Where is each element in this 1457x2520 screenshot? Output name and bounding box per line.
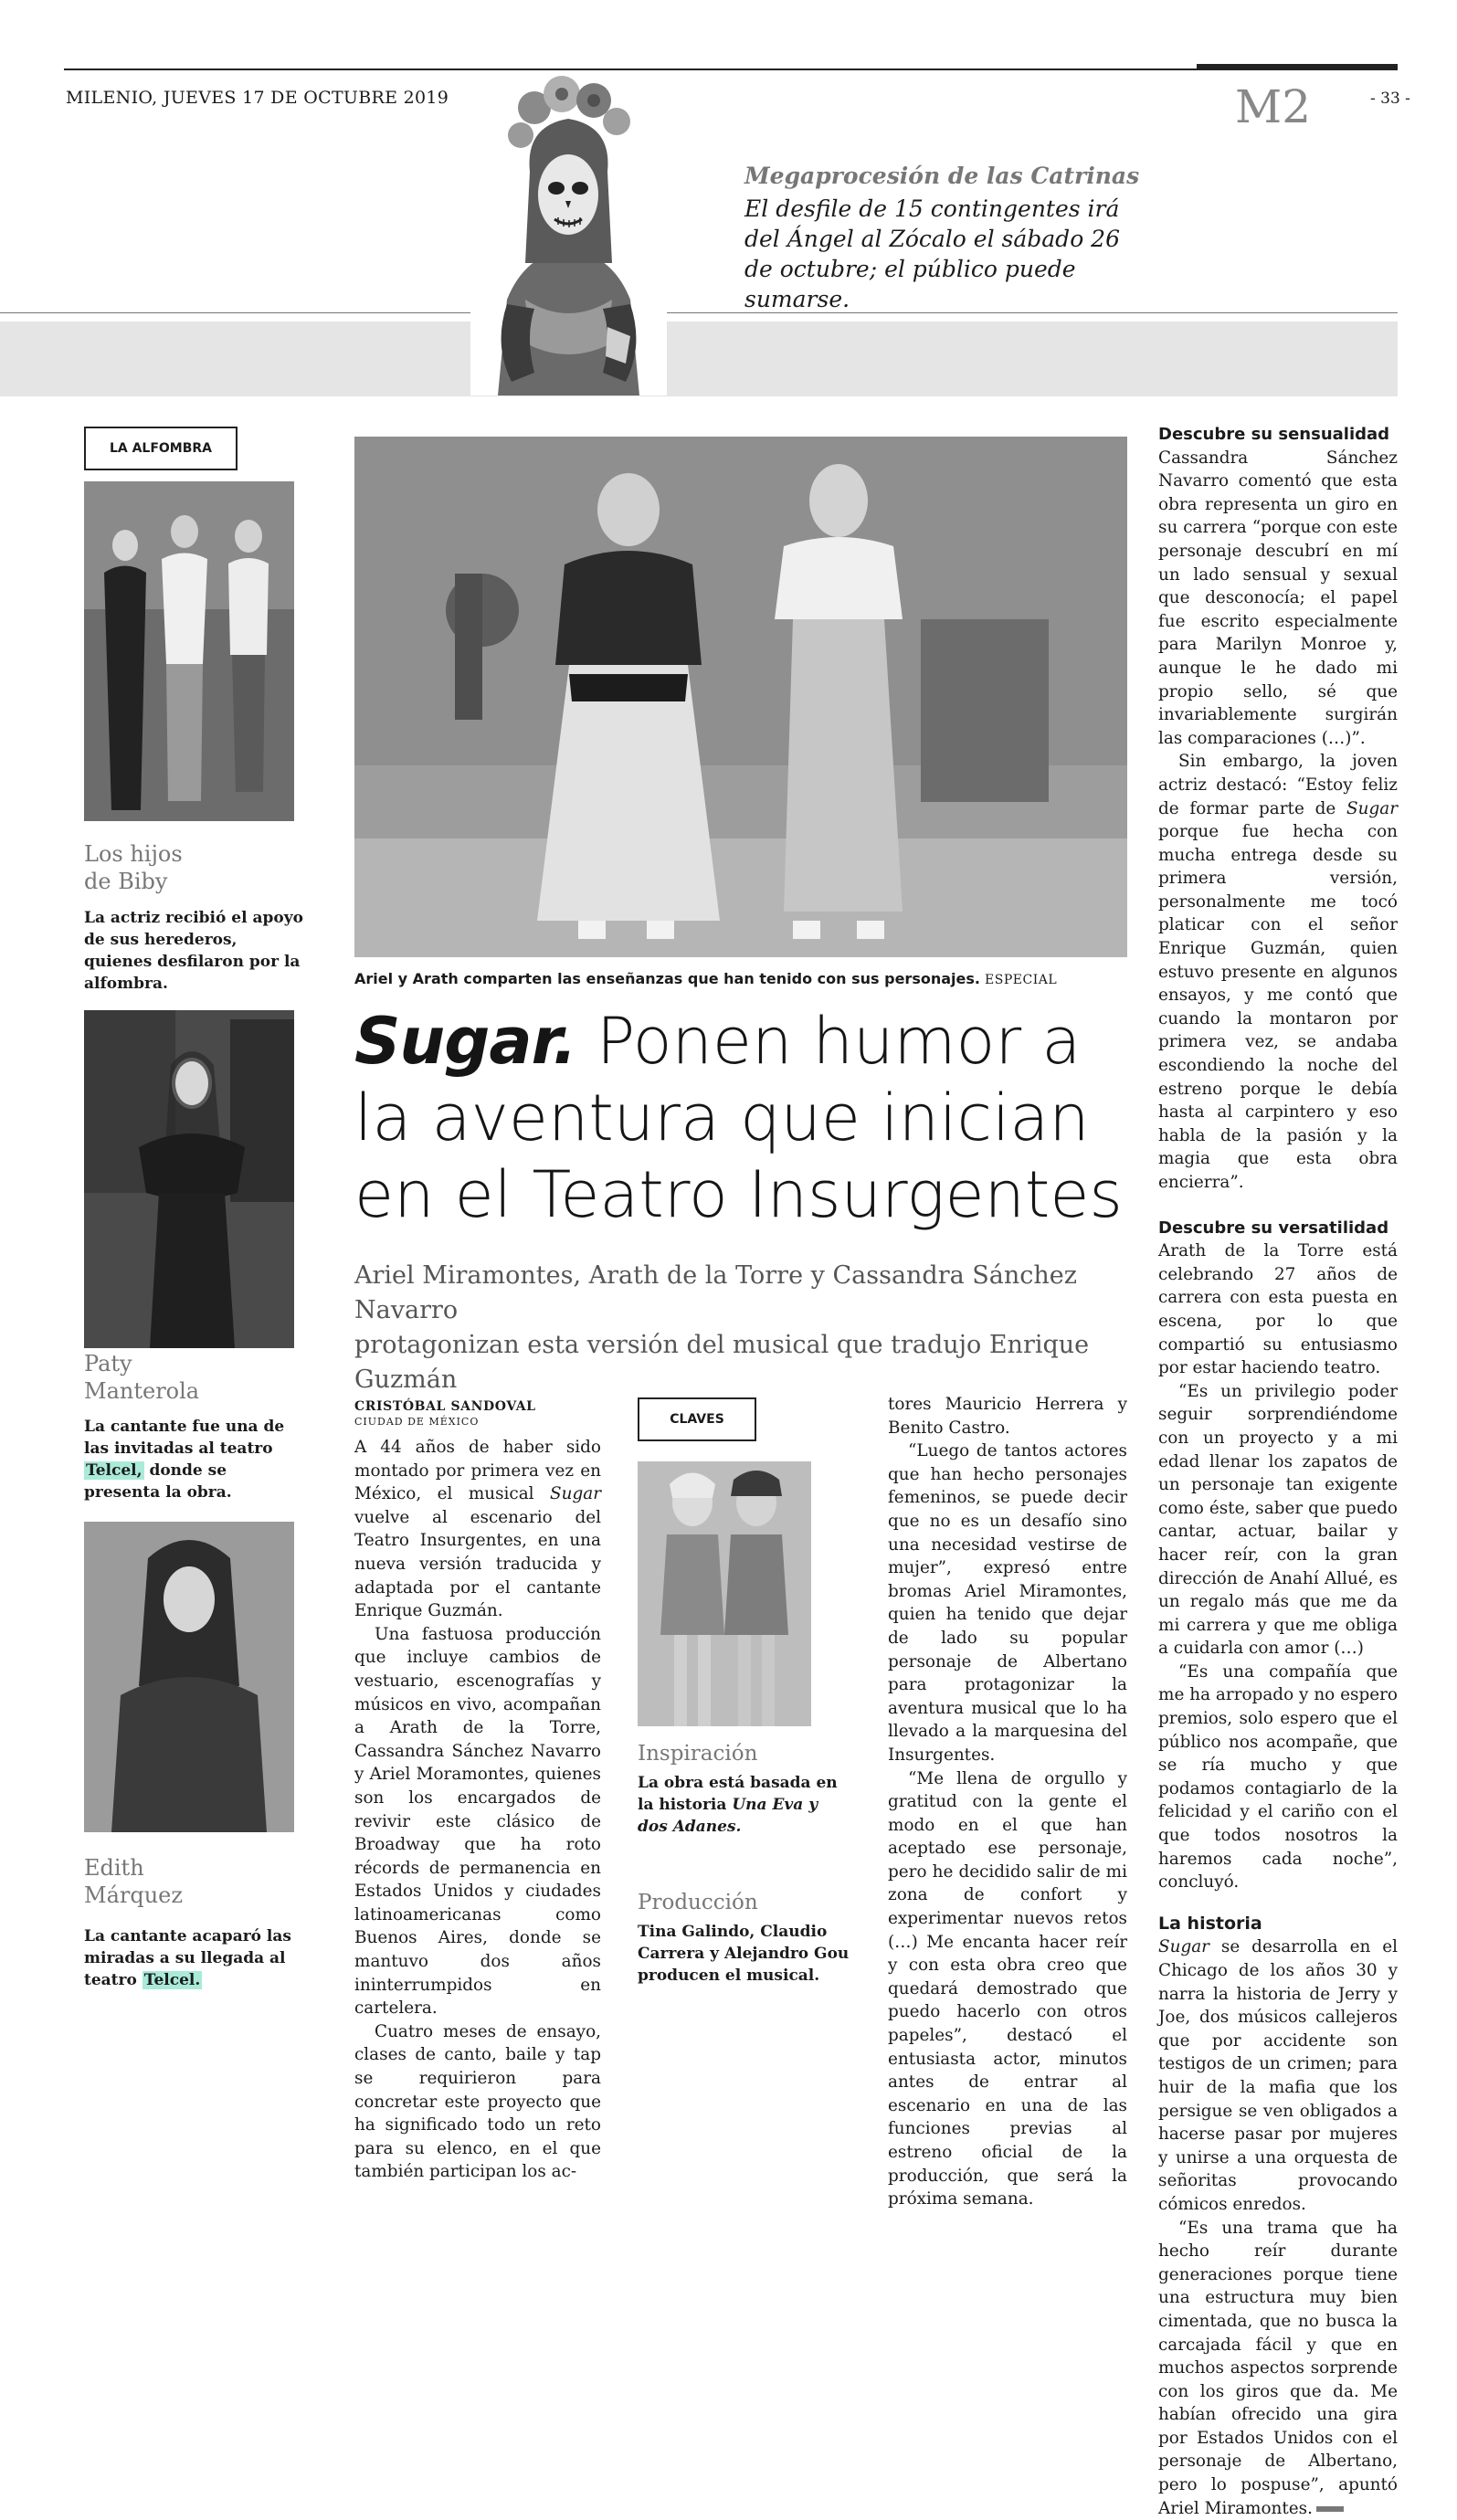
photo-edith-marquez[interactable] [84, 1522, 294, 1832]
end-mark [1316, 2506, 1344, 2512]
paragraph: “Es un privilegio poder seguir sorprendiéndome con un proyecto y a mi edad llenar los zapatos de un personaje tan exigente como éste, saber que puedo cantar, actuar, bailar y hacer reír, con la gran dirección de Anahí Allué, es un regalo más que me da mi carrera y que me obliga a cuidarla con amor (…) [1158, 1381, 1398, 1659]
paragraph: “Luego de tantos actores que han hecho personajes femeninos, se puede decir que no es un desafío sino una necesidad vestirse de mujer”, expresó entre bromas Ariel Miramontes, quien ha tenido que dejar de lado su popular personaje de Albertano para protagonizar la aventura musical que lo ha llevado a la marquesina del Insurgentes. [888, 1441, 1127, 1765]
paragraph: Una fastuosa producción que incluye cambios de vestuario, escenografías y músicos en vivo, acompañan a Arath de la Torre, Cassandra Sánchez Navarro y Ariel Moramontes, quienes son los encargados de revivir este clásico de Broadway que ha roto récords de permanencia en Estados Unidos y ciudades latinoamericanas como Buenos Aires, donde se mantuvo dos años ininterrumpidos en cartelera. [354, 1624, 601, 2019]
photo-credit: ESPECIAL [985, 973, 1058, 987]
section-tag-claves: CLAVES [638, 1397, 756, 1441]
highlight-telcel[interactable]: Telcel, [86, 1461, 143, 1480]
headline[interactable]: Sugar. Ponen humor a la aventura que inician en el Teatro Insurgentes [354, 1004, 1123, 1232]
highlight-telcel[interactable]: Telcel. [143, 1971, 201, 1989]
caption-text-paty: La cantante fue una de las invitadas al teatro Telcel, donde se presenta la obra. [84, 1418, 285, 1502]
paragraph: “Me llena de orgullo y gratitud con la gente el modo en el que han aceptado ese personaje, pero he decidido salir de mi zona de confort y experimentar nuevos retos (…) Me encanta hacer reír y con esta obra creo que quedará demostrado que puedo hacerlo con otros papeles”, destacó el entusiasta actor, minutos antes de entrar al escenario en una de las funciones previas al estreno oficial de la producción, que será la próxima semana. [888, 1768, 1127, 2209]
paragraph: tores Mauricio Herrera y Benito Castro. [888, 1395, 1127, 1438]
promo-rule [0, 312, 1398, 313]
promo-title[interactable]: Megaprocesión de las Catrinas [744, 163, 1140, 189]
clave-text-produccion: Tina Galindo, Claudio Carrera y Alejandro Gou producen el musical. [638, 1923, 850, 1985]
subhead-historia: La historia [1158, 1913, 1262, 1934]
caption-title-biby: Los hijos de Biby [84, 841, 183, 894]
photo-claves-actors[interactable] [638, 1461, 811, 1726]
paragraph: “Es una trama que ha hecho reír durante generaciones porque tiene una estructura muy bien cimentada, que no busca la carcajada fácil y que en muchos aspectos sorprende con los giros que da. Me habían ofrecido una gira por Estados Unidos con el personaje de Albertano, pero lo pospuse”, apuntó Ariel Miramontes. [1158, 2218, 1398, 2518]
promo-band [0, 322, 1398, 396]
clave-text-inspiracion: La obra está basada en la historia Una Eva y dos Adanes. [638, 1774, 838, 1836]
section-tag-alfombra: LA ALFOMBRA [84, 427, 238, 470]
subhead-sensualidad: Descubre su sensualidad [1158, 425, 1390, 444]
promo-text: El desfile de 15 contingentes irá del Ángel al Zócalo el sábado 26 de octubre; el público puede sumarse. [744, 195, 1120, 312]
clave-title-produccion: Producción [638, 1891, 758, 1914]
caption-title-paty: Paty Manterola [84, 1351, 200, 1404]
article-column-right [1158, 423, 1398, 2520]
article-column-3 [888, 1393, 1127, 2211]
section-rule [1197, 64, 1398, 70]
headline-kicker: Sugar. [354, 1004, 576, 1079]
clave-title-inspiracion: Inspiración [638, 1742, 758, 1766]
photo-paty-manterola[interactable] [84, 1010, 294, 1348]
paragraph: “Es una compañía que me ha arropado y no espero premios, solo espero que el público nos acompañe, que se ría mucho y que podamos contagiarlo de la felicidad y el cariño con el que todos nosotros la haremos cada noche”, concluyó. [1158, 1661, 1398, 1893]
photo-caption: Ariel y Arath comparten las enseñanzas que han tenido con sus personajes. ESPECIAL [354, 970, 1058, 987]
subhead-versatilidad: Descubre su versatilidad [1158, 1218, 1389, 1238]
deck: Ariel Miramontes, Arath de la Torre y Cassandra Sánchez Navarro protagonizan esta versión del musical que tradujo Enrique Guzmán [354, 1261, 1090, 1394]
photo-stage-performance[interactable] [354, 437, 1127, 957]
article-column-1 [354, 1436, 601, 2184]
paragraph: Sin embargo, la joven actriz destacó: “Estoy feliz de formar parte de Sugar porque fue hecha con mucha entrega desde su primera versión, personalmente me tocó platicar con el señor Enrique Guzmán, quien estuvo presente en algunos ensayos, y me contó que cuando la montaron por primera vez, se andaba escondiendo la noche del estreno porque le debía hasta al carpintero y eso habla de la pasión y la magia que esta obra encierra”. [1158, 752, 1398, 1192]
paragraph: A 44 años de haber sido montado por primera vez en México, el musical Sugar vuelve al escenario del Teatro Insurgentes, en una nueva versión traducida y adaptada por el cantante Enrique Guzmán. [354, 1438, 601, 1621]
page-number: - 33 - [1370, 90, 1410, 108]
byline[interactable]: CRISTÓBAL SANDOVAL [354, 1399, 536, 1414]
paragraph: Cassandra Sánchez Navarro comentó que esta obra representa un giro en su carrera “porque con este personaje descubrí en mí un lado sensual y sexual que desconocía; el papel fue escrito especialmente para Marilyn Monroe y, aunque le he dado mi propio sello, sé que invariablemente surgirán las comparaciones (…)”. [1158, 448, 1398, 748]
caption-text-biby: La actriz recibió el apoyo de sus herederos, quienes desfilaron por la alfombra. [84, 909, 303, 993]
paragraph: Cuatro meses de ensayo, clases de canto, baile y tap se requirieron para concretar este proyecto que ha significado todo un reto para su elenco, en el que también participan los ac- [354, 2021, 601, 2182]
paragraph: Sugar se desarrolla en el Chicago de los años 30 y narra la historia de Jerry y Joe, dos músicos callejeros que por accidente son testigos de un crimen; para huir de la mafia que los persigue se ven obligados a hacerse pasar por mujeres y unirse a una orquesta de señoritas provocando cómicos enredos. [1158, 1937, 1398, 2214]
catrina-illustration[interactable] [470, 71, 667, 395]
section-mark: M2 [1235, 80, 1312, 133]
folio: MILENIO, JUEVES 17 DE OCTUBRE 2019 [66, 88, 449, 108]
paragraph: Arath de la Torre está celebrando 27 años de carrera con esta puesta en escena, por lo que compartió su entusiasmo por estar haciendo teatro. [1158, 1241, 1398, 1378]
photo-hijos-de-biby[interactable] [84, 481, 294, 821]
caption-title-edith: Edith Márquez [84, 1855, 184, 1908]
caption-text-edith: La cantante acaparó las miradas a su llegada al teatro Telcel. [84, 1927, 291, 1989]
dateline: CIUDAD DE MÉXICO [354, 1416, 480, 1428]
